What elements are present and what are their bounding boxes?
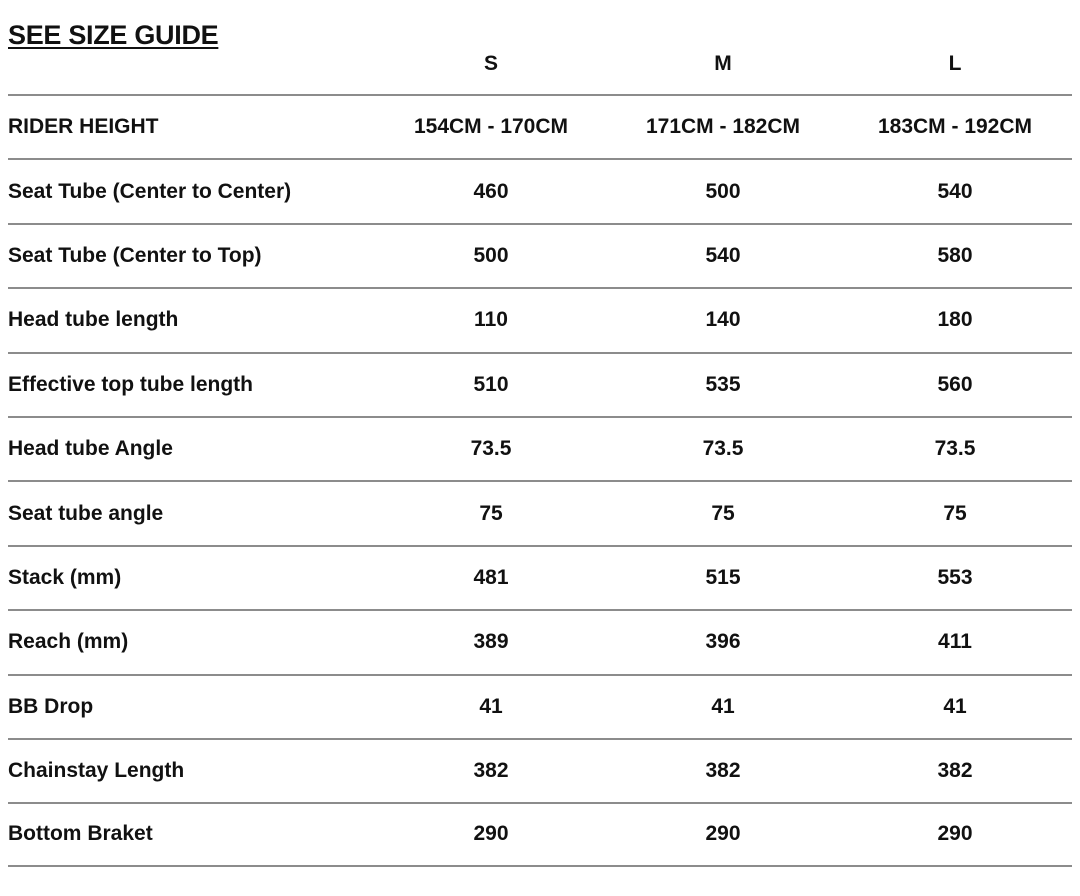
cell-size-s: 510 (473, 372, 509, 396)
cell-size-m: 382 (705, 759, 741, 783)
cell-size-s: 73.5 (470, 437, 512, 461)
cell-size-m: 171CM - 182CM (645, 115, 801, 139)
cell-size-l: 183CM - 192CM (877, 115, 1033, 139)
row-label: Bottom Braket (8, 822, 153, 846)
table-row-effective-top-tube (8, 352, 1072, 416)
table-row-rider-height (8, 94, 1072, 158)
row-label: Seat Tube (Center to Top) (8, 243, 262, 267)
cell-size-s: 154CM - 170CM (413, 115, 569, 139)
cell-size-l: 382 (937, 759, 973, 783)
cell-size-l: 560 (937, 372, 973, 396)
cell-size-l: 290 (937, 822, 973, 846)
cell-size-s: 460 (473, 179, 509, 203)
cell-size-l: 41 (943, 694, 967, 718)
table-row-stack (8, 545, 1072, 609)
cell-size-m: 75 (711, 501, 735, 525)
table-row-seat-tube-angle (8, 480, 1072, 544)
cell-size-m: 41 (711, 694, 735, 718)
cell-size-l: 73.5 (934, 437, 976, 461)
cell-size-m: 540 (705, 243, 741, 267)
cell-size-s: 290 (473, 822, 509, 846)
row-label: Stack (mm) (8, 565, 122, 589)
row-label: RIDER HEIGHT (8, 115, 159, 139)
row-label: Effective top tube length (8, 372, 254, 396)
cell-size-m: 140 (705, 308, 741, 332)
table-row-seat-tube-c2c (8, 158, 1072, 222)
row-label: Reach (mm) (8, 630, 129, 654)
table-row-head-tube-length (8, 287, 1072, 351)
table-row-bottom-braket (8, 802, 1072, 866)
table-row-bb-drop (8, 674, 1072, 738)
cell-size-l: 75 (943, 501, 967, 525)
cell-size-m: 396 (705, 630, 741, 654)
table-row-reach (8, 609, 1072, 673)
cell-size-l: 180 (937, 308, 973, 332)
cell-size-s: 75 (479, 501, 503, 525)
cell-size-s: 389 (473, 630, 509, 654)
cell-size-s: 110 (474, 308, 508, 332)
cell-size-l: 580 (937, 243, 973, 267)
table-row-seat-tube-c2t (8, 223, 1072, 287)
table-row-head-tube-angle (8, 416, 1072, 480)
cell-size-m: 500 (705, 179, 741, 203)
cell-size-s: 382 (473, 759, 509, 783)
cell-size-s: 500 (473, 243, 509, 267)
row-label: Head tube Angle (8, 437, 173, 461)
cell-size-l: 411 (938, 630, 972, 654)
cell-size-m: 515 (705, 565, 741, 589)
cell-size-l: 553 (937, 565, 973, 589)
row-label: BB Drop (8, 694, 94, 718)
cell-size-s: 481 (473, 565, 509, 589)
cell-size-m: 535 (705, 372, 741, 396)
size-guide-link[interactable]: SEE SIZE GUIDE (8, 20, 219, 50)
size-header-l: L (948, 52, 962, 75)
row-label: Seat Tube (Center to Center) (8, 179, 292, 203)
table-row-chainstay-length (8, 738, 1072, 802)
cell-size-s: 41 (479, 694, 503, 718)
size-header-s: S (483, 52, 498, 75)
cell-size-l: 540 (937, 179, 973, 203)
cell-size-m: 290 (705, 822, 741, 846)
cell-size-m: 73.5 (702, 437, 744, 461)
row-label: Seat tube angle (8, 501, 164, 525)
row-label: Chainstay Length (8, 759, 185, 783)
size-guide-table (8, 94, 1072, 867)
row-label: Head tube length (8, 308, 179, 332)
size-header-m: M (714, 52, 732, 75)
